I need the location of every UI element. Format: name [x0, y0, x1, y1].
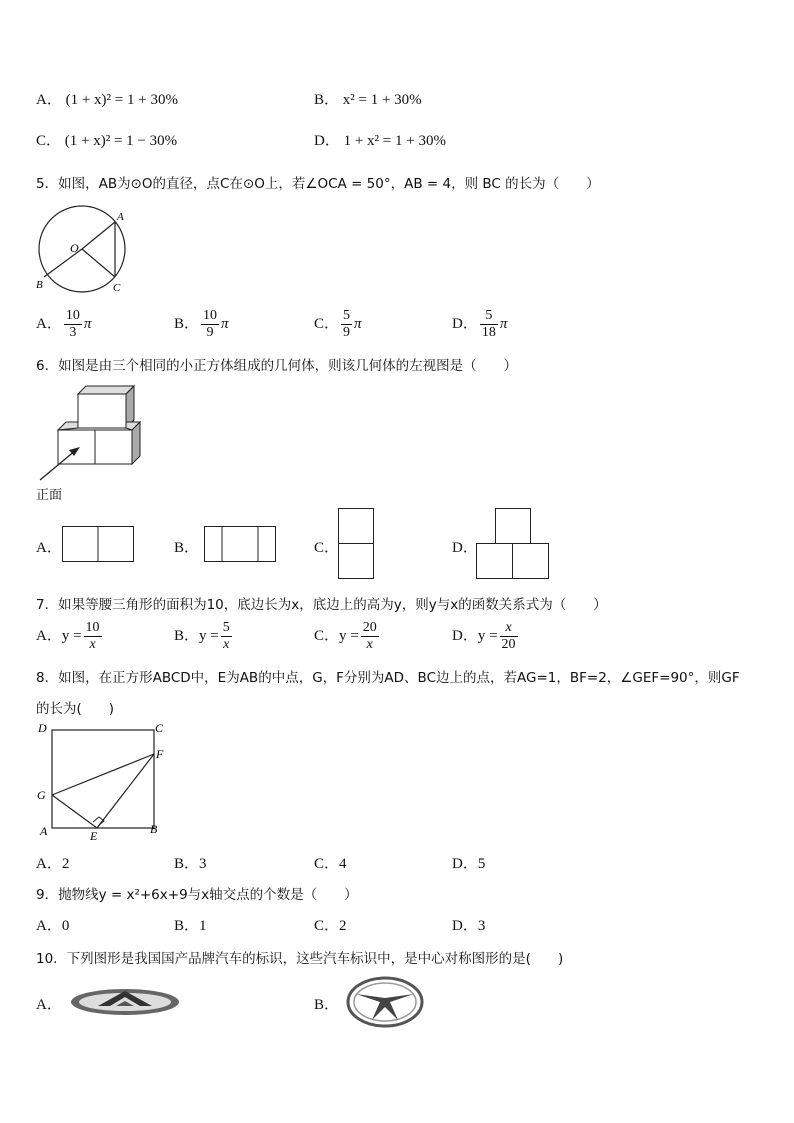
q4-option-c-expr: (1 + x)² = 1 − 30% — [64, 133, 178, 149]
q5-label-a: A — [117, 211, 124, 223]
q8-label-a: A — [40, 824, 48, 838]
q5-circle-figure — [34, 204, 134, 296]
q7-option-d[interactable]: D．y = $\frac{x}{20}$ — [452, 620, 516, 652]
q6-option-c-view — [338, 508, 376, 581]
q9-stem: 9．抛物线y = x²+6x+9与x轴交点的个数是（ ） — [36, 887, 358, 903]
q9-option-c[interactable]: C．2 — [314, 918, 347, 934]
q5-option-b[interactable]: B． $\frac{10}{9}$ π — [174, 308, 229, 340]
q8-label-g: G — [37, 788, 46, 802]
q6-option-c[interactable]: C． — [314, 540, 340, 556]
q6-front-label: 正面 — [36, 488, 63, 503]
q9-option-a[interactable]: A．0 — [36, 918, 70, 934]
q8-option-b[interactable]: B．3 — [174, 856, 207, 872]
q6-option-d[interactable]: D． — [452, 540, 478, 556]
q6-stem: 6．如图是由三个相同的小正方体组成的几何体，则该几何体的左视图是（ ） — [36, 358, 518, 374]
q6-option-b[interactable]: B． — [174, 540, 200, 556]
q8-label-d: D — [38, 721, 47, 735]
q10-option-a-car-logo — [70, 982, 180, 1022]
q7-option-a[interactable]: A．y = $\frac{10}{x}$ — [36, 620, 100, 652]
q7-stem: 7．如果等腰三角形的面积为10，底边长为x，底边上的高为y，则y与x的函数关系式为（ ） — [36, 597, 607, 613]
q5-option-b-fraction: $\frac{10}{9}$ — [203, 308, 218, 340]
q4-option-d[interactable]: D． 1 + x² = 1 + 30% — [314, 133, 446, 149]
q5-option-d[interactable]: D． $\frac{5}{18}$ π — [452, 308, 508, 340]
q10-option-a[interactable]: A． — [36, 997, 62, 1013]
q8-label-e: E — [90, 829, 98, 843]
q5-stem: 5．如图，AB为⊙O的直径，点C在⊙O上，若∠OCA = 50°，AB = 4，则 BC 的长为（ ） — [36, 176, 600, 192]
q5-label-b: B — [36, 279, 43, 291]
q7-option-c[interactable]: C．y = $\frac{20}{x}$ — [314, 620, 377, 652]
q4-option-c[interactable]: C． (1 + x)² = 1 − 30% — [36, 133, 178, 149]
q6-option-b-view — [204, 526, 278, 564]
q8-option-a[interactable]: A．2 — [36, 856, 70, 872]
q4-option-a-expr: (1 + x)² = 1 + 30% — [65, 92, 178, 108]
q8-stem-line2: 的长为( ) — [36, 701, 115, 717]
q6-cubes-figure — [36, 382, 151, 487]
q8-square-figure — [34, 720, 164, 844]
q5-option-a-fraction: $\frac{10}{3}$ — [65, 308, 80, 340]
q8-label-b: B — [150, 822, 158, 836]
q5-option-a[interactable]: A． $\frac{10}{3}$ π — [36, 308, 92, 340]
q8-option-c[interactable]: C．4 — [314, 856, 347, 872]
q5-label-o: O — [70, 241, 79, 255]
q5-option-d-fraction: $\frac{5}{18}$ — [481, 308, 496, 340]
q8-stem-line1: 8．如图，在正方形ABCD中，E为AB的中点，G，F分别为AD、BC边上的点，若AG=1，BF=2，∠GEF=90°，则GF — [36, 670, 740, 686]
q8-label-f: F — [156, 747, 164, 761]
q4-option-b-expr: x² = 1 + 30% — [342, 92, 422, 108]
q10-option-b[interactable]: B． — [314, 997, 340, 1013]
q8-option-d[interactable]: D．5 — [452, 856, 486, 872]
q10-option-b-car-logo — [346, 976, 424, 1028]
q6-option-a[interactable]: A． — [36, 540, 62, 556]
q5-label-c: C — [113, 282, 121, 294]
q9-option-d[interactable]: D．3 — [452, 918, 486, 934]
q7-option-b[interactable]: B．y = $\frac{5}{x}$ — [174, 620, 230, 652]
q10-stem: 10．下列图形是我国国产品牌汽车的标识，这些汽车标识中，是中心对称图形的是( ) — [36, 951, 564, 967]
q5-option-c-fraction: $\frac{5}{9}$ — [343, 308, 351, 340]
q6-option-d-view — [476, 508, 551, 581]
q4-option-d-expr: 1 + x² = 1 + 30% — [343, 133, 446, 149]
q9-option-b[interactable]: B．1 — [174, 918, 207, 934]
q6-option-a-view — [62, 526, 136, 564]
q4-option-b[interactable]: B． x² = 1 + 30% — [314, 92, 422, 108]
q8-label-c: C — [155, 721, 164, 735]
q4-option-a[interactable]: A． (1 + x)² = 1 + 30% — [36, 92, 178, 108]
q5-option-c[interactable]: C． $\frac{5}{9}$ π — [314, 308, 362, 340]
